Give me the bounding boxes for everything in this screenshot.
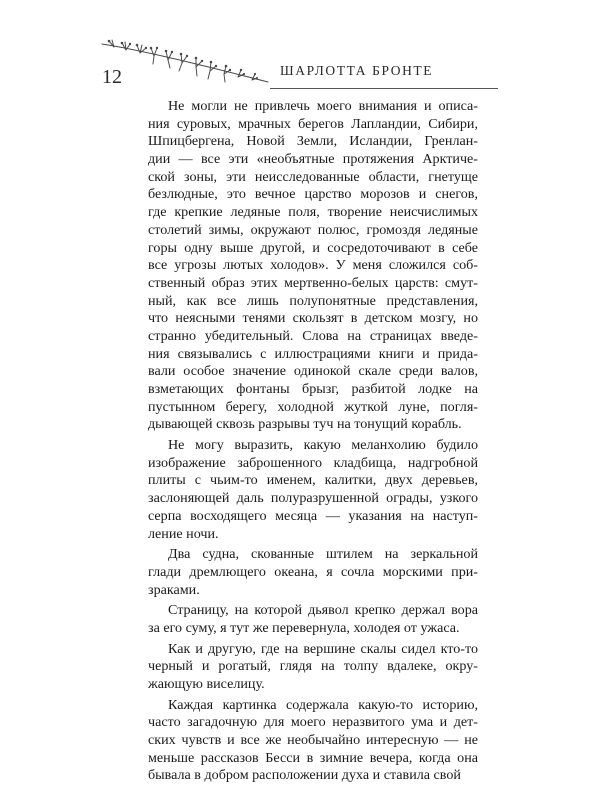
floral-branch-icon	[100, 38, 270, 90]
text-line: меньше рассказов Бесси в зимние вечера, когда она	[148, 749, 478, 766]
text-line: плиты с чьим-то именем, калитки, двух деревьев,	[148, 472, 478, 489]
text-line: ской зоны, эти неисследованные области, гнетуще	[148, 168, 478, 185]
text-line: ный, как все лишь полупонятные представления,	[148, 292, 478, 309]
text-line: странно убедительный. Слова на страницах введе-	[148, 327, 478, 344]
text-line: заслоняющей даль полуразрушенной ограды, узкого	[148, 490, 478, 507]
body-text	[148, 98, 478, 785]
text-line: вали особое значение одинокой скале среди валов,	[148, 363, 478, 380]
paragraph	[148, 437, 478, 543]
text-line: Как и другую, где на вершине скалы сидел кто-то	[168, 640, 478, 657]
paragraph	[148, 98, 478, 434]
text-line: Каждая картинка содержала какую-то историю,	[168, 696, 478, 713]
text-line: столетий зимы, окружают полюс, громоздя ледяные	[148, 221, 478, 238]
text-line: за его суму, я тут же перевернула, холодея от ужаса.	[148, 619, 460, 636]
text-line: ских чувств и все же необычайно интересную — не	[148, 732, 478, 749]
text-line: ния связывались с иллюстрациями книги и прида-	[148, 345, 478, 362]
paragraph	[148, 546, 478, 599]
text-line: глади дремлющего океана, я сочла морскими при-	[148, 563, 478, 580]
text-line: Шпицбергена, Новой Земли, Исландии, Гренлан-	[148, 133, 478, 150]
text-line: дии — все эти «необъятные протяжения Арктиче-	[148, 151, 478, 168]
text-line: жающую виселицу.	[148, 676, 265, 692]
text-line: бывала в добром расположении духа и ставила свой	[148, 767, 461, 784]
text-line: взметающих фонтаны брызг, разбитой лодке на	[148, 381, 478, 397]
text-line: ственный образ этих мертвенно-белых царств: смут-	[148, 274, 478, 291]
text-line: безлюдные, это вечное царство морозов и снегов,	[148, 186, 478, 203]
text-line: Два судна, скованные штилем на зеркальной	[168, 546, 478, 563]
text-line: ление ночи.	[148, 525, 219, 542]
paragraph	[148, 697, 478, 785]
text-line: пустынном берегу, холодной жуткой луне, погля-	[148, 398, 478, 415]
running-title: ШАРЛОТТА БРОНТЕ	[280, 63, 434, 78]
text-line: изображение заброшенного кладбища, надгробной	[148, 454, 478, 471]
header-rule	[270, 88, 498, 89]
text-line: часто загадочную для моего неразвитого ума и дет-	[148, 714, 478, 731]
text-line: Страницу, на которой дьявол крепко держал вора	[168, 602, 478, 619]
page-header	[100, 38, 500, 98]
text-line: ния суровых, мрачных берегов Лапландии, Сибири,	[148, 115, 478, 132]
text-line: что неясными тенями скользят в детском мозгу, но	[148, 310, 478, 327]
text-line: дывающей сквозь разрывы туч на тонущий корабль.	[148, 416, 462, 433]
text-line: Не могли не привлечь моего внимания и описа-	[168, 98, 478, 114]
paragraph	[148, 602, 478, 637]
page-number: 12	[102, 66, 122, 88]
text-line: где крепкие ледяные поля, творение неисчислимых	[148, 204, 478, 221]
text-line: зраками.	[148, 581, 200, 598]
text-line: горы одну выше другой, и сосредоточивают в себе	[148, 239, 478, 256]
text-line: серпа восходящего месяца — указания на наступ-	[148, 507, 478, 524]
text-line: все угрозы лютых холодов». У меня сложился соб-	[148, 257, 478, 274]
paragraph	[148, 641, 478, 694]
text-line: черный и рогатый, глядя на толпу вдалеке, окру-	[148, 658, 478, 675]
text-line: Не могу выразить, какую меланхолию будило	[168, 437, 478, 454]
